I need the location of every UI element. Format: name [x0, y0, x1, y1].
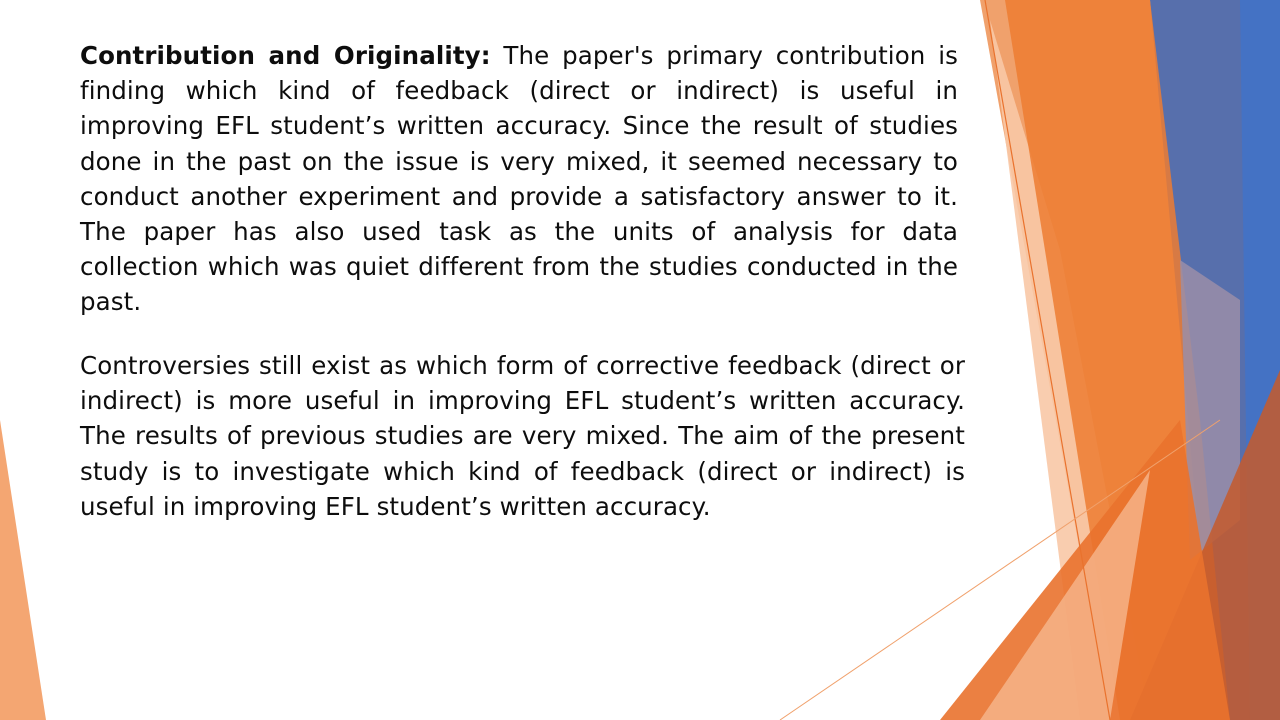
contribution-paragraph — [80, 38, 958, 320]
paragraph-text: The paper's primary contribution is finding which kind of feedback (direct or indirect) is useful in improving EFL student’s written accuracy. Since the result of studies done in the past on the issue is very mixed, it seemed necessary to conduct another experiment and provide a satisfactory answer to it. The paper has also used task as the units of analysis for data collection which was quiet different from the studies conducted in the past. — [80, 41, 958, 317]
paragraph-lead: Contribution and Originality: — [80, 41, 491, 70]
left-orange-sliver — [0, 420, 46, 720]
controversy-paragraph — [80, 348, 965, 524]
paragraph-text: Controversies still exist as which form of corrective feedback (direct or indirect) is more useful in improving EFL student’s written accuracy. The results of previous studies are very mixed. The aim of the present study is to investigate which kind of feedback (direct or indirect) is useful in improving EFL student’s written accuracy. — [80, 351, 965, 521]
